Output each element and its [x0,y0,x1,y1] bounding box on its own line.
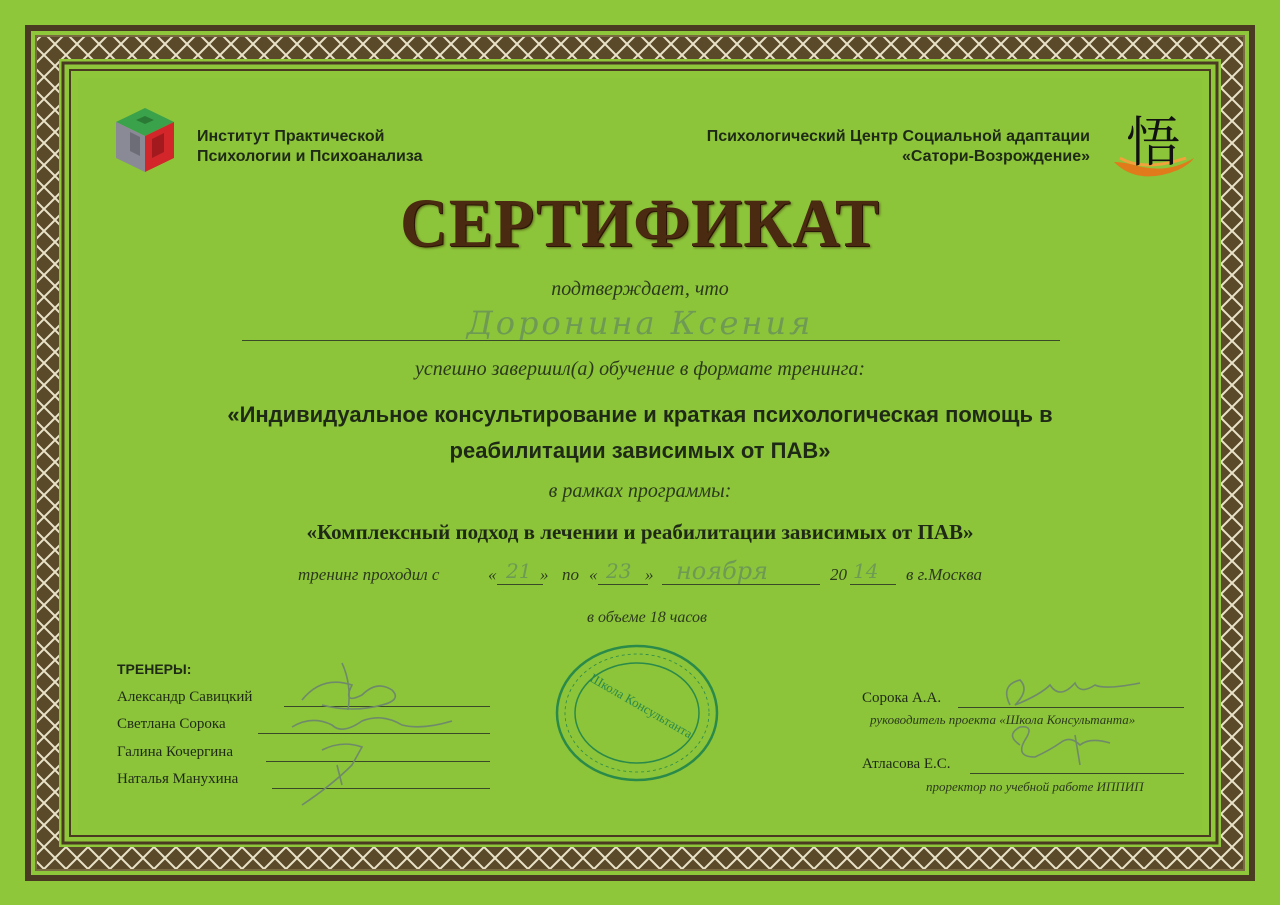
trainer-name: Галина Кочергина [117,744,233,760]
institute-cube-logo [112,106,178,176]
stamp-text: Школа Консультанта [587,670,696,742]
close-quote-1: » [540,565,549,584]
left-org-line1: Институт Практической [197,128,385,145]
certificate-title: СЕРТИФИКАТ [400,185,880,262]
trainer-name: Александр Савицкий [117,689,253,705]
course-line2: реабилитации зависимых от ПАВ» [449,438,831,463]
signatory-name: Сорока А.А. [862,690,942,706]
day-from: 21 [506,559,532,583]
city: в г.Москва [906,565,982,584]
day-to-line [598,584,648,585]
completed-text: успешно завершил(а) обучение в формате тренинга: [414,358,866,380]
day-to: 23 [606,559,632,583]
year-line [850,584,896,585]
open-quote-2: « [589,565,598,584]
open-quote-1: « [488,565,497,584]
confirms-text: подтверждает, что [551,278,729,300]
day-from-line [497,584,543,585]
left-org-line2: Психологии и Психоанализа [197,148,423,165]
trainer-signature-line [258,733,490,734]
close-quote-2: » [645,565,654,584]
trainer-signature-line [284,706,490,707]
dates-to: по [562,565,579,584]
signatory-role: руководитель проекта «Школа Консультанта» [870,712,1136,727]
left-organization-name [197,127,423,167]
signature-line [958,707,1184,708]
satori-logo [1108,100,1198,190]
year-prefix: 20 [830,565,847,584]
dates-prefix: тренинг проходил с [298,565,440,584]
signatory-name: Атласова Е.С. [862,756,951,772]
training-volume: в объеме 18 часов [587,609,707,626]
year-suffix: 14 [853,559,879,583]
training-dates [0,557,1280,593]
satori-glyph: 悟 [1126,111,1180,174]
within-program-text: в рамках программы: [548,480,732,502]
month-line [662,584,820,585]
course-line1: «Индивидуальное консультирование и краткая психологическая помощь в [227,402,1053,427]
trainer-signature-line [266,761,490,762]
program-name: «Комплексный подход в лечении и реабилитации зависимых от ПАВ» [306,520,974,544]
round-stamp [552,643,722,783]
signatory-role: проректор по учебной работе ИППИП [926,779,1144,794]
right-organization-name [707,127,1090,167]
trainer-name: Светлана Сорока [117,716,226,732]
signature-line [970,773,1184,774]
trainers-heading: ТРЕНЕРЫ: [117,661,192,677]
trainer-signature-line [272,788,490,789]
recipient-name: Доронина Ксения [466,304,814,342]
right-org-line2: «Сатори-Возрождение» [902,148,1090,165]
course-title [0,397,1280,469]
month: ноября [676,557,769,585]
trainer-name: Наталья Манухина [117,771,239,787]
recipient-name-line [242,340,1060,341]
right-org-line1: Психологический Центр Социальной адаптации [706,128,1090,145]
